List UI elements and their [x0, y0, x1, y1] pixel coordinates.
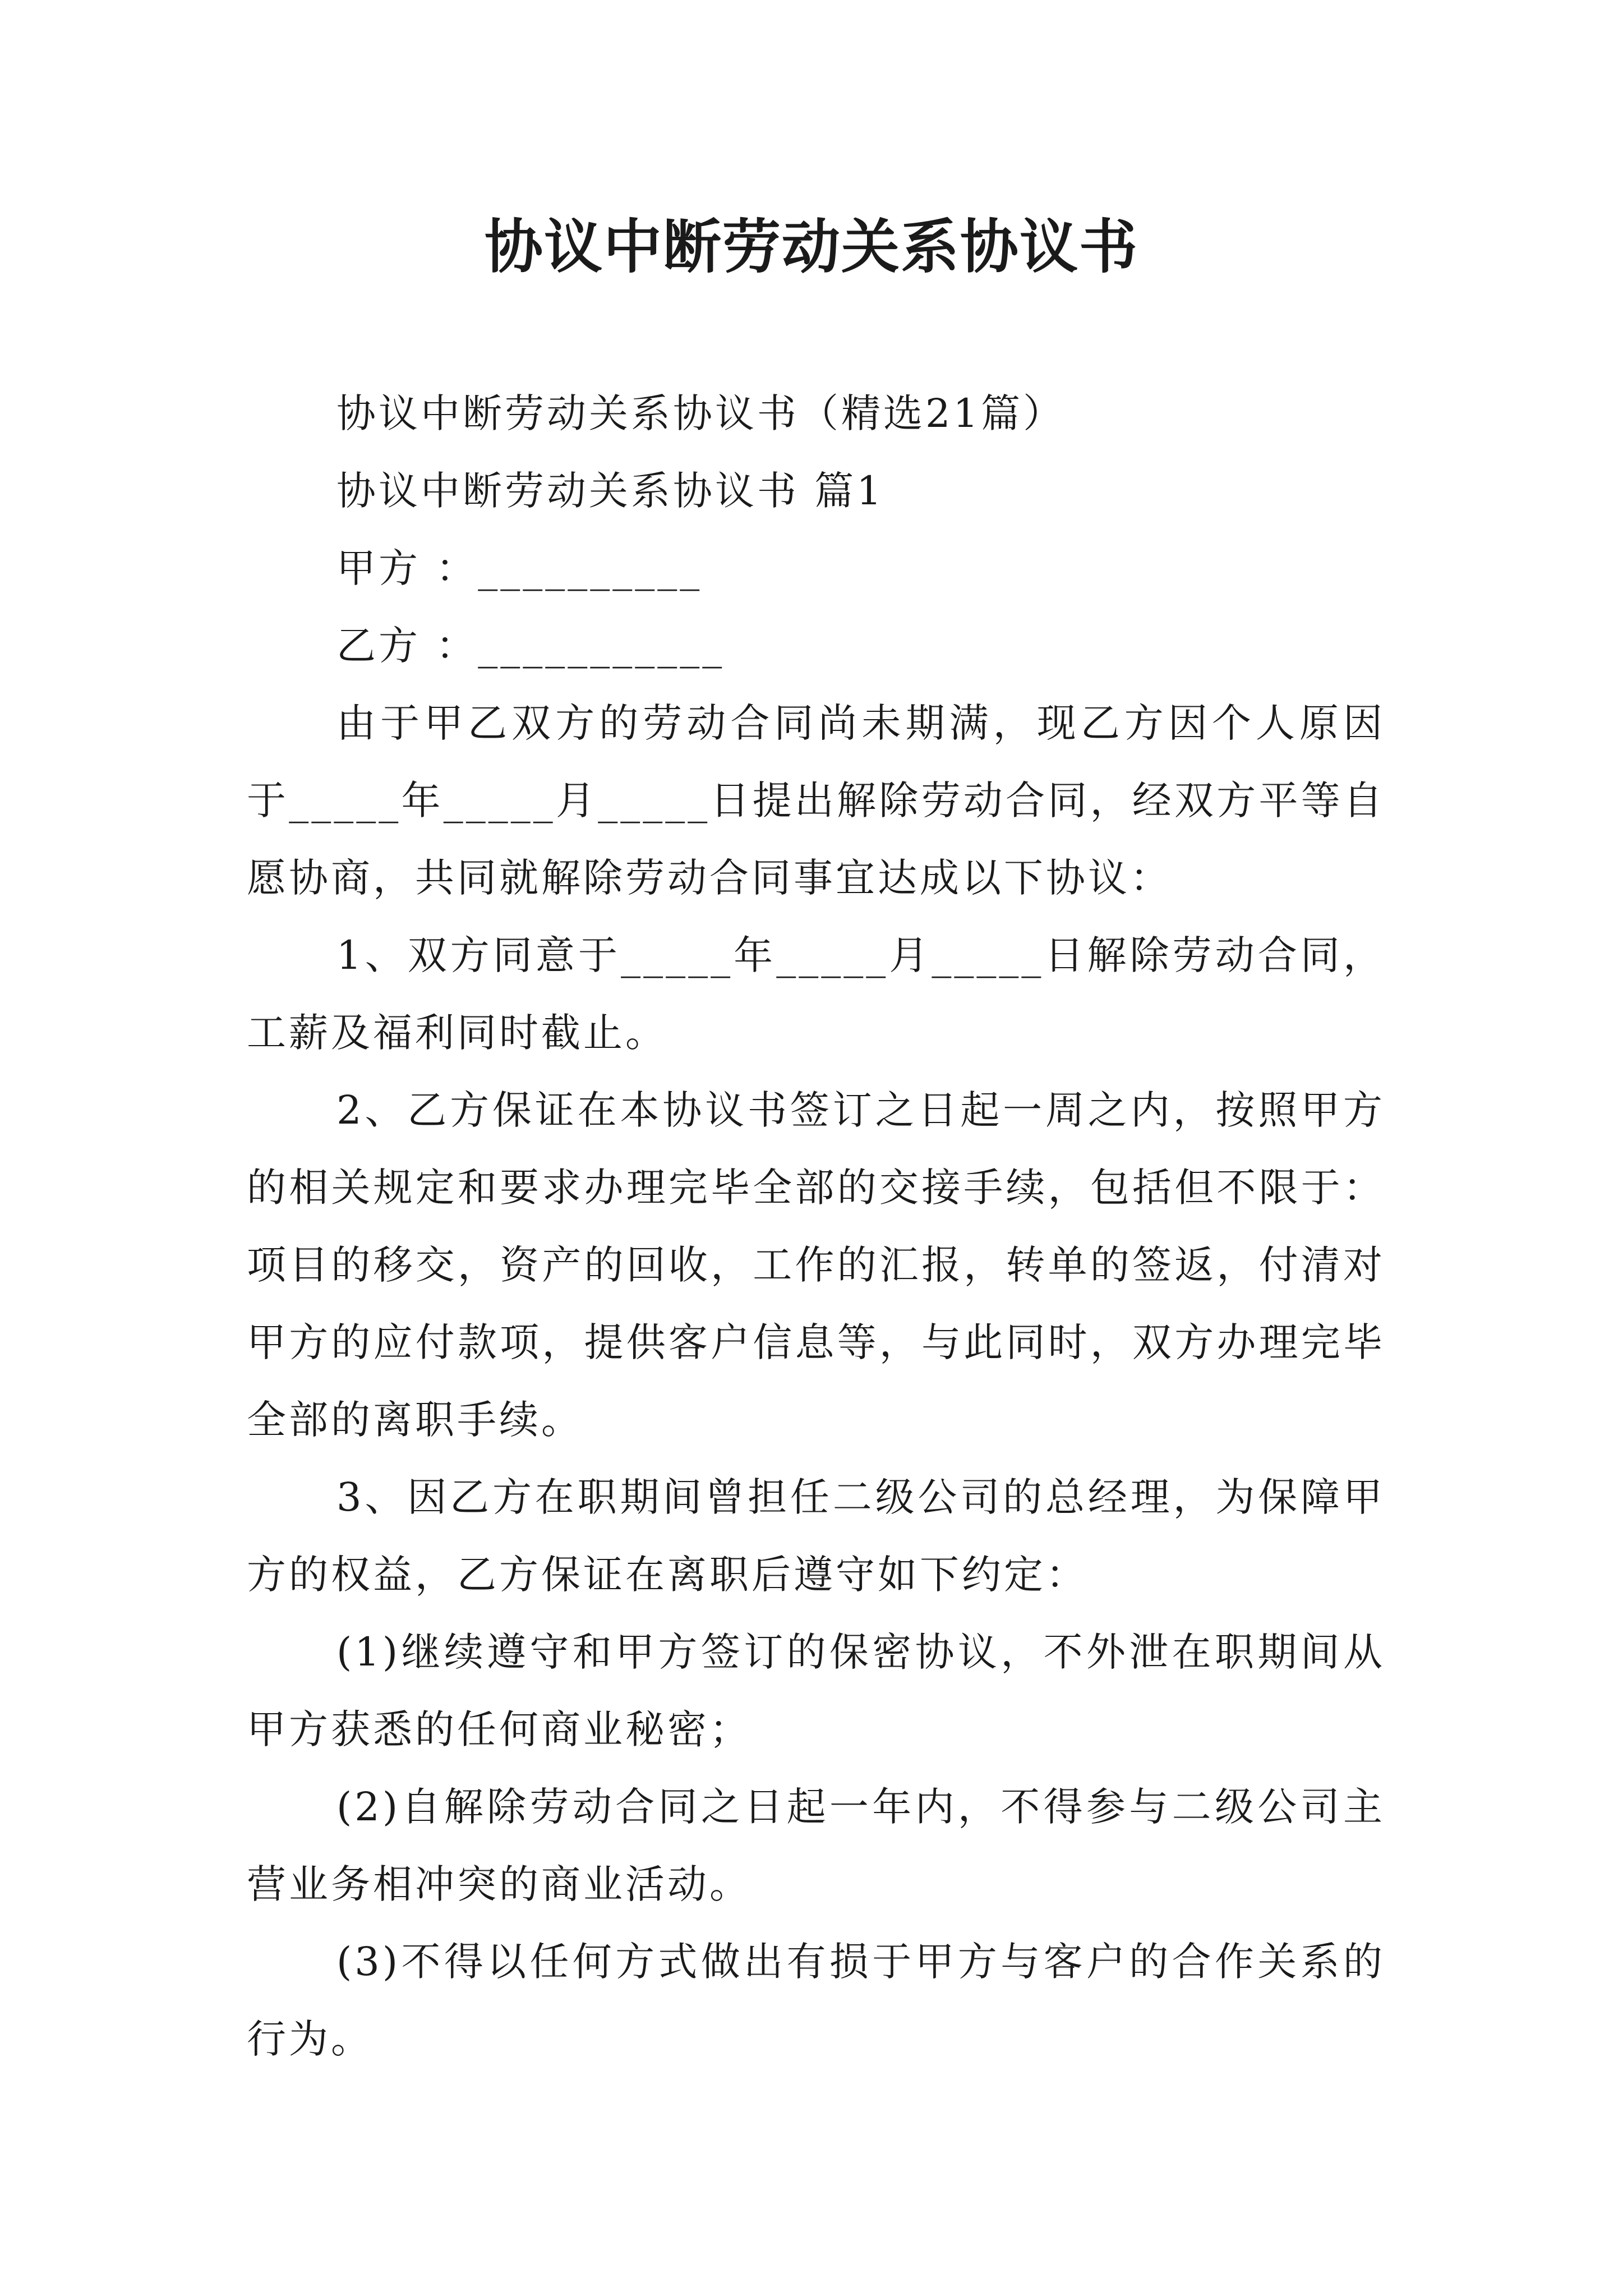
paragraph-item-3: (3)不得以任何方式做出有损于甲方与客户的合作关系的行为。	[247, 1939, 1385, 2062]
paragraph-item-2: (2)自解除劳动合同之日起一年内，不得参与二级公司主营业务相冲突的商业活动。	[247, 1784, 1385, 1907]
paragraph-clause-2: 2、乙方保证在本协议书签订之日起一周之内，按照甲方的相关规定和要求办理完毕全部的交接手续，包括但不限于：项目的移交，资产的回收，工作的汇报，转单的签返，付清对甲方的应付款项，提供客户信息等，与此同时，双方办理完毕全部的离职手续。	[247, 1087, 1385, 1443]
paragraph-clause-1: 1、双方同意于_____年_____月_____日解除劳动合同，工薪及福利同时截止。	[247, 932, 1385, 1056]
paragraph-section-heading: 协议中断劳动关系协议书 篇1	[336, 468, 884, 514]
paragraph-party-b: 乙方 ：___________	[336, 623, 725, 669]
paragraph-item-1: (1)继续遵守和甲方签订的保密协议，不外泄在职期间从甲方获悉的任何商业秘密；	[247, 1629, 1385, 1752]
paragraph-subtitle: 协议中断劳动关系协议书（精选21篇）	[336, 390, 1066, 436]
paragraph-clause-3: 3、因乙方在职期间曾担任二级公司的总经理，为保障甲方的权益，乙方保证在离职后遵守如下约定：	[247, 1474, 1385, 1598]
document-body	[247, 375, 1385, 2078]
document-title: 协议中断劳动关系协议书	[484, 212, 1138, 281]
paragraph-party-a: 甲方 ：__________	[336, 545, 703, 591]
paragraph-preamble: 由于甲乙双方的劳动合同尚未期满，现乙方因个人原因于_____年_____月_____日提出解除劳动合同，经双方平等自愿协商，共同就解除劳动合同事宜达成以下协议：	[247, 700, 1385, 901]
